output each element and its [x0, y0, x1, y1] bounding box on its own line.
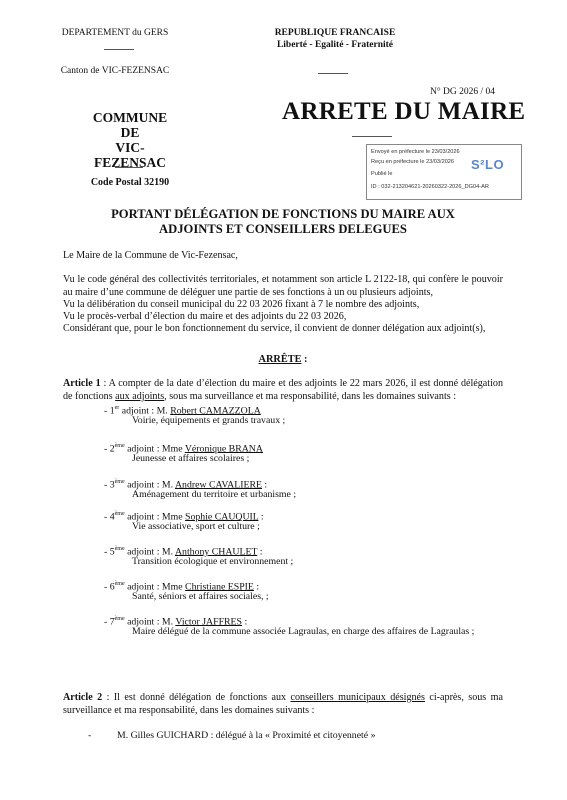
delegue-dash: -	[88, 730, 92, 741]
article-2	[63, 692, 503, 717]
arrete-word: ARRÊTE	[258, 354, 302, 365]
article-1	[63, 378, 503, 403]
adjoint-name: Christiane ESPIE	[185, 581, 254, 593]
list-dash: -	[104, 511, 110, 523]
adjoint-title: adjoint : Mme	[124, 443, 185, 455]
adjoint-domain: Maire délégué de la commune associée Lagraulas, en charge des affaires de Lagraulas ;	[132, 626, 475, 637]
considerant-paragraph: Considérant que, pour le bon fonctionnement du service, il convient de donner délégation aux adjoint(s),	[63, 323, 486, 334]
article-text-underlined: conseillers municipaux désignés	[290, 692, 425, 703]
delegue-item: M. Gilles GUICHARD : délégué à la « Proximité et citoyenneté »	[117, 730, 376, 741]
adjoint-rank-suffix: ème	[114, 443, 125, 449]
vu-paragraph: Vu le procès-verbal d’élection du maire et des adjoints du 22 03 2026,	[63, 311, 347, 322]
slo-logo: S²LO	[471, 157, 505, 172]
article-text: , sous ma surveillance et ma responsabilité, dans les domaines suivants :	[164, 390, 457, 402]
adjoint-rank-suffix: ème	[114, 581, 125, 587]
adjoint-after: :	[261, 479, 268, 491]
adjoint-rank: 2	[109, 443, 115, 455]
department-label: DEPARTEMENT du GERS	[61, 28, 169, 38]
reference-number: N° DG 2026 / 04	[430, 87, 496, 97]
list-dash: -	[104, 405, 110, 417]
prefecture-stamp	[366, 144, 522, 200]
adjoint-rank-suffix: er	[114, 405, 120, 411]
article-text-underlined: aux adjoints	[115, 390, 165, 402]
adjoint-domain: Santé, séniors et affaires sociales, ;	[132, 591, 269, 602]
list-dash: -	[104, 581, 110, 593]
article-label: Article 1	[63, 378, 101, 389]
adjoint-name: Anthony CHAULET	[174, 546, 258, 558]
adjoint-title: adjoint : Mme	[124, 511, 186, 523]
page-title: ARRETE DU MAIRE	[282, 98, 526, 125]
stamp-published: Publié le	[371, 171, 393, 177]
adjoint-rank: 1	[109, 405, 115, 417]
stamp-id: ID : 032-213204621-20260322-2026_DG04-AR	[371, 184, 489, 190]
arrete-colon: :	[301, 354, 308, 365]
adjoint-domain: Vie associative, sport et culture ;	[132, 521, 260, 532]
adjoint-after: :	[242, 616, 248, 628]
adjoint-rank-suffix: ème	[114, 511, 125, 517]
list-dash: -	[104, 616, 110, 628]
adjoint-rank-suffix: ème	[114, 479, 125, 485]
arrete-heading	[63, 354, 503, 365]
subject-line: ADJOINTS ET CONSEILLERS DELEGUES	[159, 222, 407, 236]
adjoint-name: Robert CAMAZZOLA	[170, 405, 261, 417]
motto-label: Liberté - Egalité - Fraternité	[276, 40, 394, 50]
adjoint-rank: 7	[109, 616, 115, 628]
intro-paragraph: Le Maire de la Commune de Vic-Fezensac,	[63, 250, 238, 261]
subject-heading	[63, 207, 503, 237]
list-dash: -	[104, 546, 110, 558]
vu-paragraph: Vu le code général des collectivités territoriales, et notamment son article L 2122-18, qui confère le pouvoir au maire d’une commune de déléguer une partie de ses fonctions à un ou plusieurs adjoints,	[63, 274, 503, 298]
article-text: : Il est donné délégation de fonctions aux	[102, 692, 291, 703]
adjoint-title: adjoint : M.	[119, 405, 171, 417]
stamp-sent: Envoyé en préfecture le 23/03/2026	[371, 149, 460, 155]
list-dash: -	[104, 479, 110, 491]
republic-label: REPUBLIQUE FRANCAISE	[274, 28, 396, 38]
adjoint-rank: 5	[109, 546, 115, 558]
adjoint-title: adjoint : M.	[124, 546, 175, 558]
adjoint-domain: Voirie, équipements et grands travaux ;	[132, 415, 286, 426]
adjoint-rank-suffix: ème	[114, 546, 125, 552]
article-label: Article 2	[63, 692, 103, 703]
adjoint-after: :	[257, 546, 263, 558]
commune-line: DE	[120, 125, 140, 140]
adjoint-name: Andrew CAVALIERE	[174, 479, 262, 491]
adjoint-domain: Aménagement du territoire et urbanisme ;	[132, 489, 297, 500]
adjoint-rank: 4	[109, 511, 115, 523]
commune-block	[80, 110, 180, 170]
adjoint-after: :	[258, 511, 264, 523]
postal-code: Code Postal 32190	[90, 177, 170, 188]
divider	[115, 167, 143, 168]
canton-label: Canton de VIC-FEZENSAC	[60, 66, 170, 76]
adjoint-title: adjoint : M.	[124, 616, 176, 628]
adjoint-rank: 6	[109, 581, 115, 593]
list-dash: -	[104, 443, 110, 455]
adjoint-name: Victor JAFFRES	[175, 616, 242, 628]
adjoint-domain: Transition écologique et environnement ;	[132, 556, 294, 567]
commune-line: COMMUNE	[92, 110, 168, 125]
adjoint-name: Sophie CAUQUIL	[185, 511, 259, 523]
adjoint-title: adjoint : M.	[124, 479, 175, 491]
divider	[352, 136, 392, 137]
adjoint-name: Véronique BRANA	[184, 443, 263, 455]
subject-line: PORTANT DÉLÉGATION DE FONCTIONS DU MAIRE AUX	[111, 207, 455, 221]
divider	[318, 73, 348, 74]
adjoint-domain: Jeunesse et affaires scolaires ;	[132, 453, 250, 464]
vu-paragraph: Vu la délibération du conseil municipal du 22 03 2026 fixant à 7 le nombre des adjoints,	[63, 299, 420, 310]
adjoint-rank: 3	[109, 479, 115, 491]
divider	[104, 49, 134, 50]
commune-line: VIC-FEZENSAC	[93, 140, 166, 170]
article-text: : A compter de la date d’élection du maire et des adjoints le 22 mars 2026, il est donné délégation de fonctions	[63, 378, 503, 402]
adjoint-rank-suffix: ème	[114, 616, 125, 622]
article-text: ci-après, sous ma surveillance et ma responsabilité, dans les domaines suivants :	[63, 692, 503, 716]
stamp-received: Reçu en préfecture le 23/03/2026	[371, 159, 455, 165]
adjoint-after: :	[253, 581, 260, 593]
adjoint-title: adjoint : Mme	[124, 581, 186, 593]
